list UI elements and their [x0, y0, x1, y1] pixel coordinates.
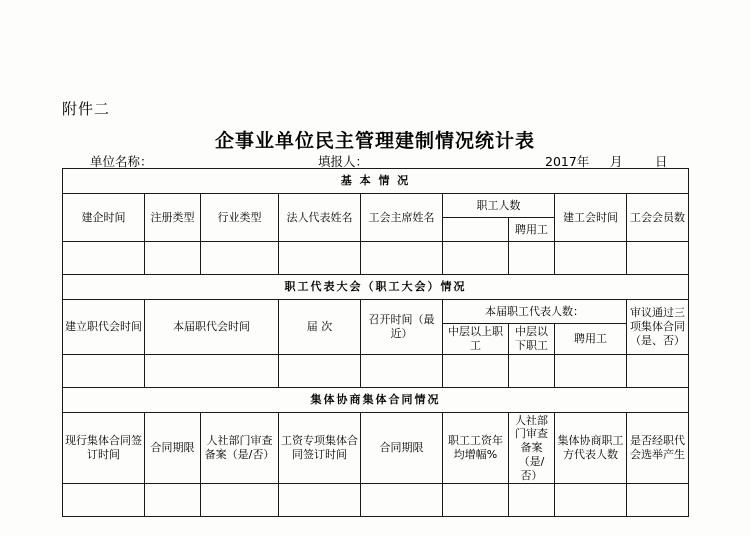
cell-hr-record-2-value[interactable]	[509, 484, 555, 517]
cell-latest-meeting-value[interactable]	[361, 354, 443, 387]
cell-elected-by-congress-value[interactable]	[627, 484, 689, 517]
cell-union-member-count-value[interactable]	[627, 242, 689, 275]
cell-contract-term-2-value[interactable]	[361, 484, 443, 517]
header-staff-count: 职工人数	[443, 194, 555, 218]
cell-register-type-value[interactable]	[145, 242, 201, 275]
header-build-time: 建企时间	[63, 194, 145, 242]
header-union-member-count: 工会会员数	[627, 194, 689, 242]
cell-current-term-time-value[interactable]	[145, 354, 279, 387]
cell-contract-term-value[interactable]	[145, 484, 201, 517]
page-title: 企事业单位民主管理建制情况统计表	[214, 130, 535, 152]
header-legal-person: 法人代表姓名	[279, 194, 361, 242]
header-register-type: 注册类型	[145, 194, 201, 242]
cell-mid-above-value[interactable]	[443, 354, 509, 387]
cell-negotiation-rep-count-value[interactable]	[555, 484, 627, 517]
section-heading-collective: 集体协商集体合同情况	[63, 387, 689, 412]
cell-review-three-value[interactable]	[627, 354, 689, 387]
header-union-build-time: 建工会时间	[555, 194, 627, 242]
cell-term-number-value[interactable]	[279, 354, 361, 387]
header-hired-worker-2: 聘用工	[555, 324, 627, 355]
header-mid-above: 中层以上职工	[443, 324, 509, 355]
filler-label: 填报人：	[318, 154, 369, 169]
year-label: 2017年	[545, 154, 590, 169]
header-contract-term: 合同期限	[145, 412, 201, 484]
header-wage-growth: 职工工资年均增幅%	[443, 412, 509, 484]
header-hr-record: 人社部门审查备案（是/否）	[201, 412, 279, 484]
header-wage-special-sign-time: 工资专项集体合同签订时间	[279, 412, 361, 484]
header-union-chair: 工会主席姓名	[361, 194, 443, 242]
header-negotiation-rep-count: 集体协商职工方代表人数	[555, 412, 627, 484]
header-elected-by-congress: 是否经职代会选举产生	[627, 412, 689, 484]
header-staff-count-value-cell[interactable]	[443, 218, 509, 242]
header-current-sign-time: 现行集体合同签订时间	[63, 412, 145, 484]
cell-hired-worker-2-value[interactable]	[555, 354, 627, 387]
cell-build-time-value[interactable]	[63, 242, 145, 275]
cell-legal-person-value[interactable]	[279, 242, 361, 275]
cell-staff-count-value[interactable]	[443, 242, 509, 275]
cell-mid-below-value[interactable]	[509, 354, 555, 387]
cell-wage-special-sign-time-value[interactable]	[279, 484, 361, 517]
header-mid-below: 中层以下职工	[509, 324, 555, 355]
header-setup-time: 建立职代会时间	[63, 300, 145, 355]
section-heading-basic: 基 本 情 况	[63, 169, 689, 194]
attachment-label: 附件二	[62, 100, 111, 118]
cell-hired-worker-value[interactable]	[509, 242, 555, 275]
header-current-term-time: 本届职代会时间	[145, 300, 279, 355]
unit-name-label: 单位名称：	[90, 154, 153, 169]
cell-industry-type-value[interactable]	[201, 242, 279, 275]
header-term-number: 届 次	[279, 300, 361, 355]
cell-union-build-time-value[interactable]	[555, 242, 627, 275]
cell-current-sign-time-value[interactable]	[63, 484, 145, 517]
cell-setup-time-value[interactable]	[63, 354, 145, 387]
cell-wage-growth-value[interactable]	[443, 484, 509, 517]
header-contract-term-2: 合同期限	[361, 412, 443, 484]
header-hired-worker: 聘用工	[509, 218, 555, 242]
cell-union-chair-value[interactable]	[361, 242, 443, 275]
day-label: 日	[655, 154, 668, 169]
section-heading-congress: 职工代表大会（职工大会）情况	[63, 275, 689, 300]
cell-hr-record-value[interactable]	[201, 484, 279, 517]
header-latest-meeting: 召开时间（最近）	[361, 300, 443, 355]
header-review-three: 审议通过三项集体合同（是、否）	[627, 300, 689, 355]
header-hr-record-2: 人社部门审查备案（是/否）	[509, 412, 555, 484]
header-industry-type: 行业类型	[201, 194, 279, 242]
month-label: 月	[610, 154, 623, 169]
header-rep-count-title: 本届职工代表人数：	[443, 300, 627, 324]
statistics-table	[62, 168, 688, 517]
